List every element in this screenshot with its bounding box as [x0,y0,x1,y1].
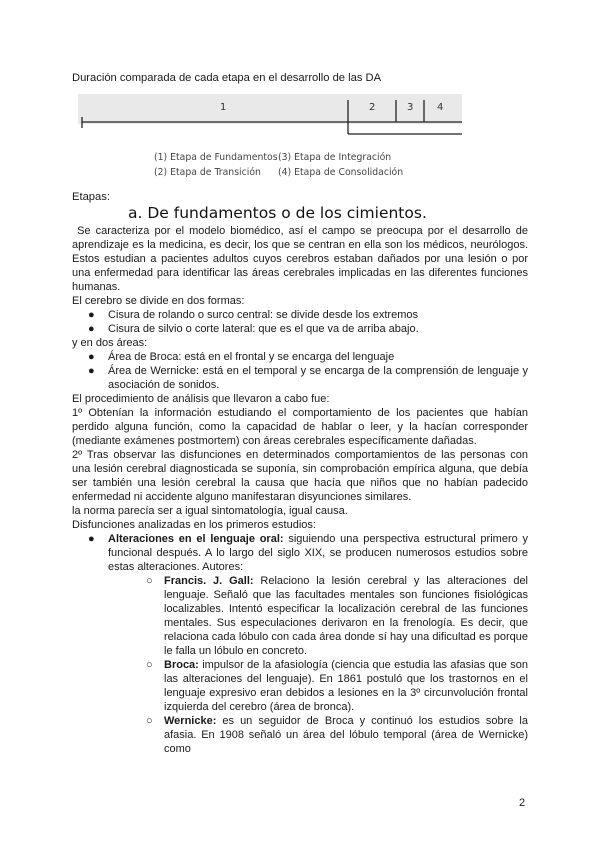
bullet-circle-icon: ○ [146,715,153,727]
dysfunctions-list [72,532,528,756]
figure-title: Duración comparada de cada etapa en el desarrollo de las DA [72,72,382,84]
oral-language-text: siguiendo una perspectiva estructural primero y funcional después. A lo largo del siglo XIX, se producen numerosos estudios sobre estas alteraciones. Autores: [108,533,528,573]
author-item-broca [108,658,528,714]
bullet-disc-icon: ● [88,365,95,377]
list-item: ● Cisura de silvio o corte lateral: que es el que va de arriba abajo. [88,323,419,335]
list-item [72,532,528,756]
bullet-circle-icon: ○ [146,575,153,587]
bullet-disc-icon: ● [88,323,95,335]
legend-item-1: (1) Etapa de Fundamentos [154,152,278,163]
areas-list [72,350,528,392]
document-body [72,224,528,756]
list-item: ● Área de Wernicke: está en el temporal y se encarga de la comprensión de lenguaje y asociación de sonidos. [88,365,528,391]
bullet-disc-icon: ● [88,351,95,363]
author-item-wernicke [108,714,528,756]
legend-item-4: (4) Etapa de Consolidación [278,167,404,178]
etapas-label: Etapas: [72,191,110,203]
segment-label-3: 3 [407,102,414,113]
bullet-disc-icon: ● [88,533,95,545]
intro-paragraph: Se caracteriza por el modelo biomédico, así el campo se preocupa por el desarrollo de aprendizaje es la medicina, es decir, los que se centran en ella son los médicos, neurólogos. Estos estudian a pacientes adultos cuyos cerebros estaban dañados por una lesión o por una enfermedad para identificar las áreas cerebrales implicadas en las diferentes funciones humanas. [72,225,528,293]
section-heading: a. De fundamentos o de los cimientos. [128,204,427,222]
author-item-gall [108,574,528,658]
author-name: Broca: [164,659,199,671]
author-name: Wernicke: [164,715,217,727]
dysfunctions-intro: Disfunciones analizadas en los primeros estudios: [72,519,316,531]
segment-label-4: 4 [437,102,444,113]
bullet-disc-icon: ● [88,309,95,321]
page-number: 2 [519,797,526,809]
procedure-step-1: 1º Obtenían la información estudiando el comportamiento de los pacientes que habían perdido alguna función, como la capacidad de hablar o leer, y la hacían corresponder (mediante exámenes postmortem) con áreas cerebrales específicamente dañadas. [72,407,528,447]
brain-forms-list [72,308,528,336]
author-name: Francis. J. Gall: [164,575,254,587]
list-item: ● Área de Broca: está en el frontal y se encarga del lenguaje [88,351,395,363]
legend-item-2: (2) Etapa de Transición [154,167,261,178]
brain-forms-intro: El cerebro se divide en dos formas: [72,295,245,307]
authors-list [108,574,528,756]
list-item: ● Cisura de rolando o surco central: se divide desde los extremos [88,309,418,321]
oral-language-title: Alteraciones en el lenguaje oral: [108,533,284,545]
segment-label-2: 2 [369,102,376,113]
stage-timeline-figure [72,92,472,184]
author-text: es un seguidor de Broca y continuó los estudios sobre la afasia. En 1908 señaló un área del lóbulo temporal (área de Wernicke) como [164,715,528,755]
procedure-intro: El procedimiento de análisis que llevaron a cabo fue: [72,393,330,405]
author-text: impulsor de la afasiología (ciencia que estudia las afasias que son las alteraciones del lenguaje). En 1861 postuló que los trastornos en el lenguaje expresivo eran debidos a lesiones en la 3º circunvolución frontal izquierda del cerebro (área de bronca). [164,659,528,713]
author-text: Relaciono la lesión cerebral y las alteraciones del lenguaje. Señaló que las facultades mentales son funciones fisiológicas localizables. Intentó especificar la localización cerebral de las funciones mentales. Sus especulaciones derivaron en la frenología. Es decir, que relaciona cada lóbulo con cada área donde sí hay una dificultad es porque le falla un lóbulo en concreto. [164,575,529,657]
norm-sentence: la norma parecía ser a igual sintomatología, igual causa. [72,505,348,517]
timeline-bar-gray [78,94,462,124]
procedure-step-2: 2º Tras observar las disfunciones en determinados comportamientos de las personas con una lesión cerebral diagnosticada se suponía, sin comprobación empírica alguna, que debía ser también una lesión cerebral la causa que hacía que niños que no habían padecido enfermedad ni accidente alguno manifestaran disyunciones similares. [72,449,528,503]
areas-intro: y en dos áreas: [72,337,148,349]
bullet-circle-icon: ○ [146,659,153,671]
segment-label-1: 1 [220,102,227,113]
legend-item-3: (3) Etapa de Integración [278,152,392,163]
